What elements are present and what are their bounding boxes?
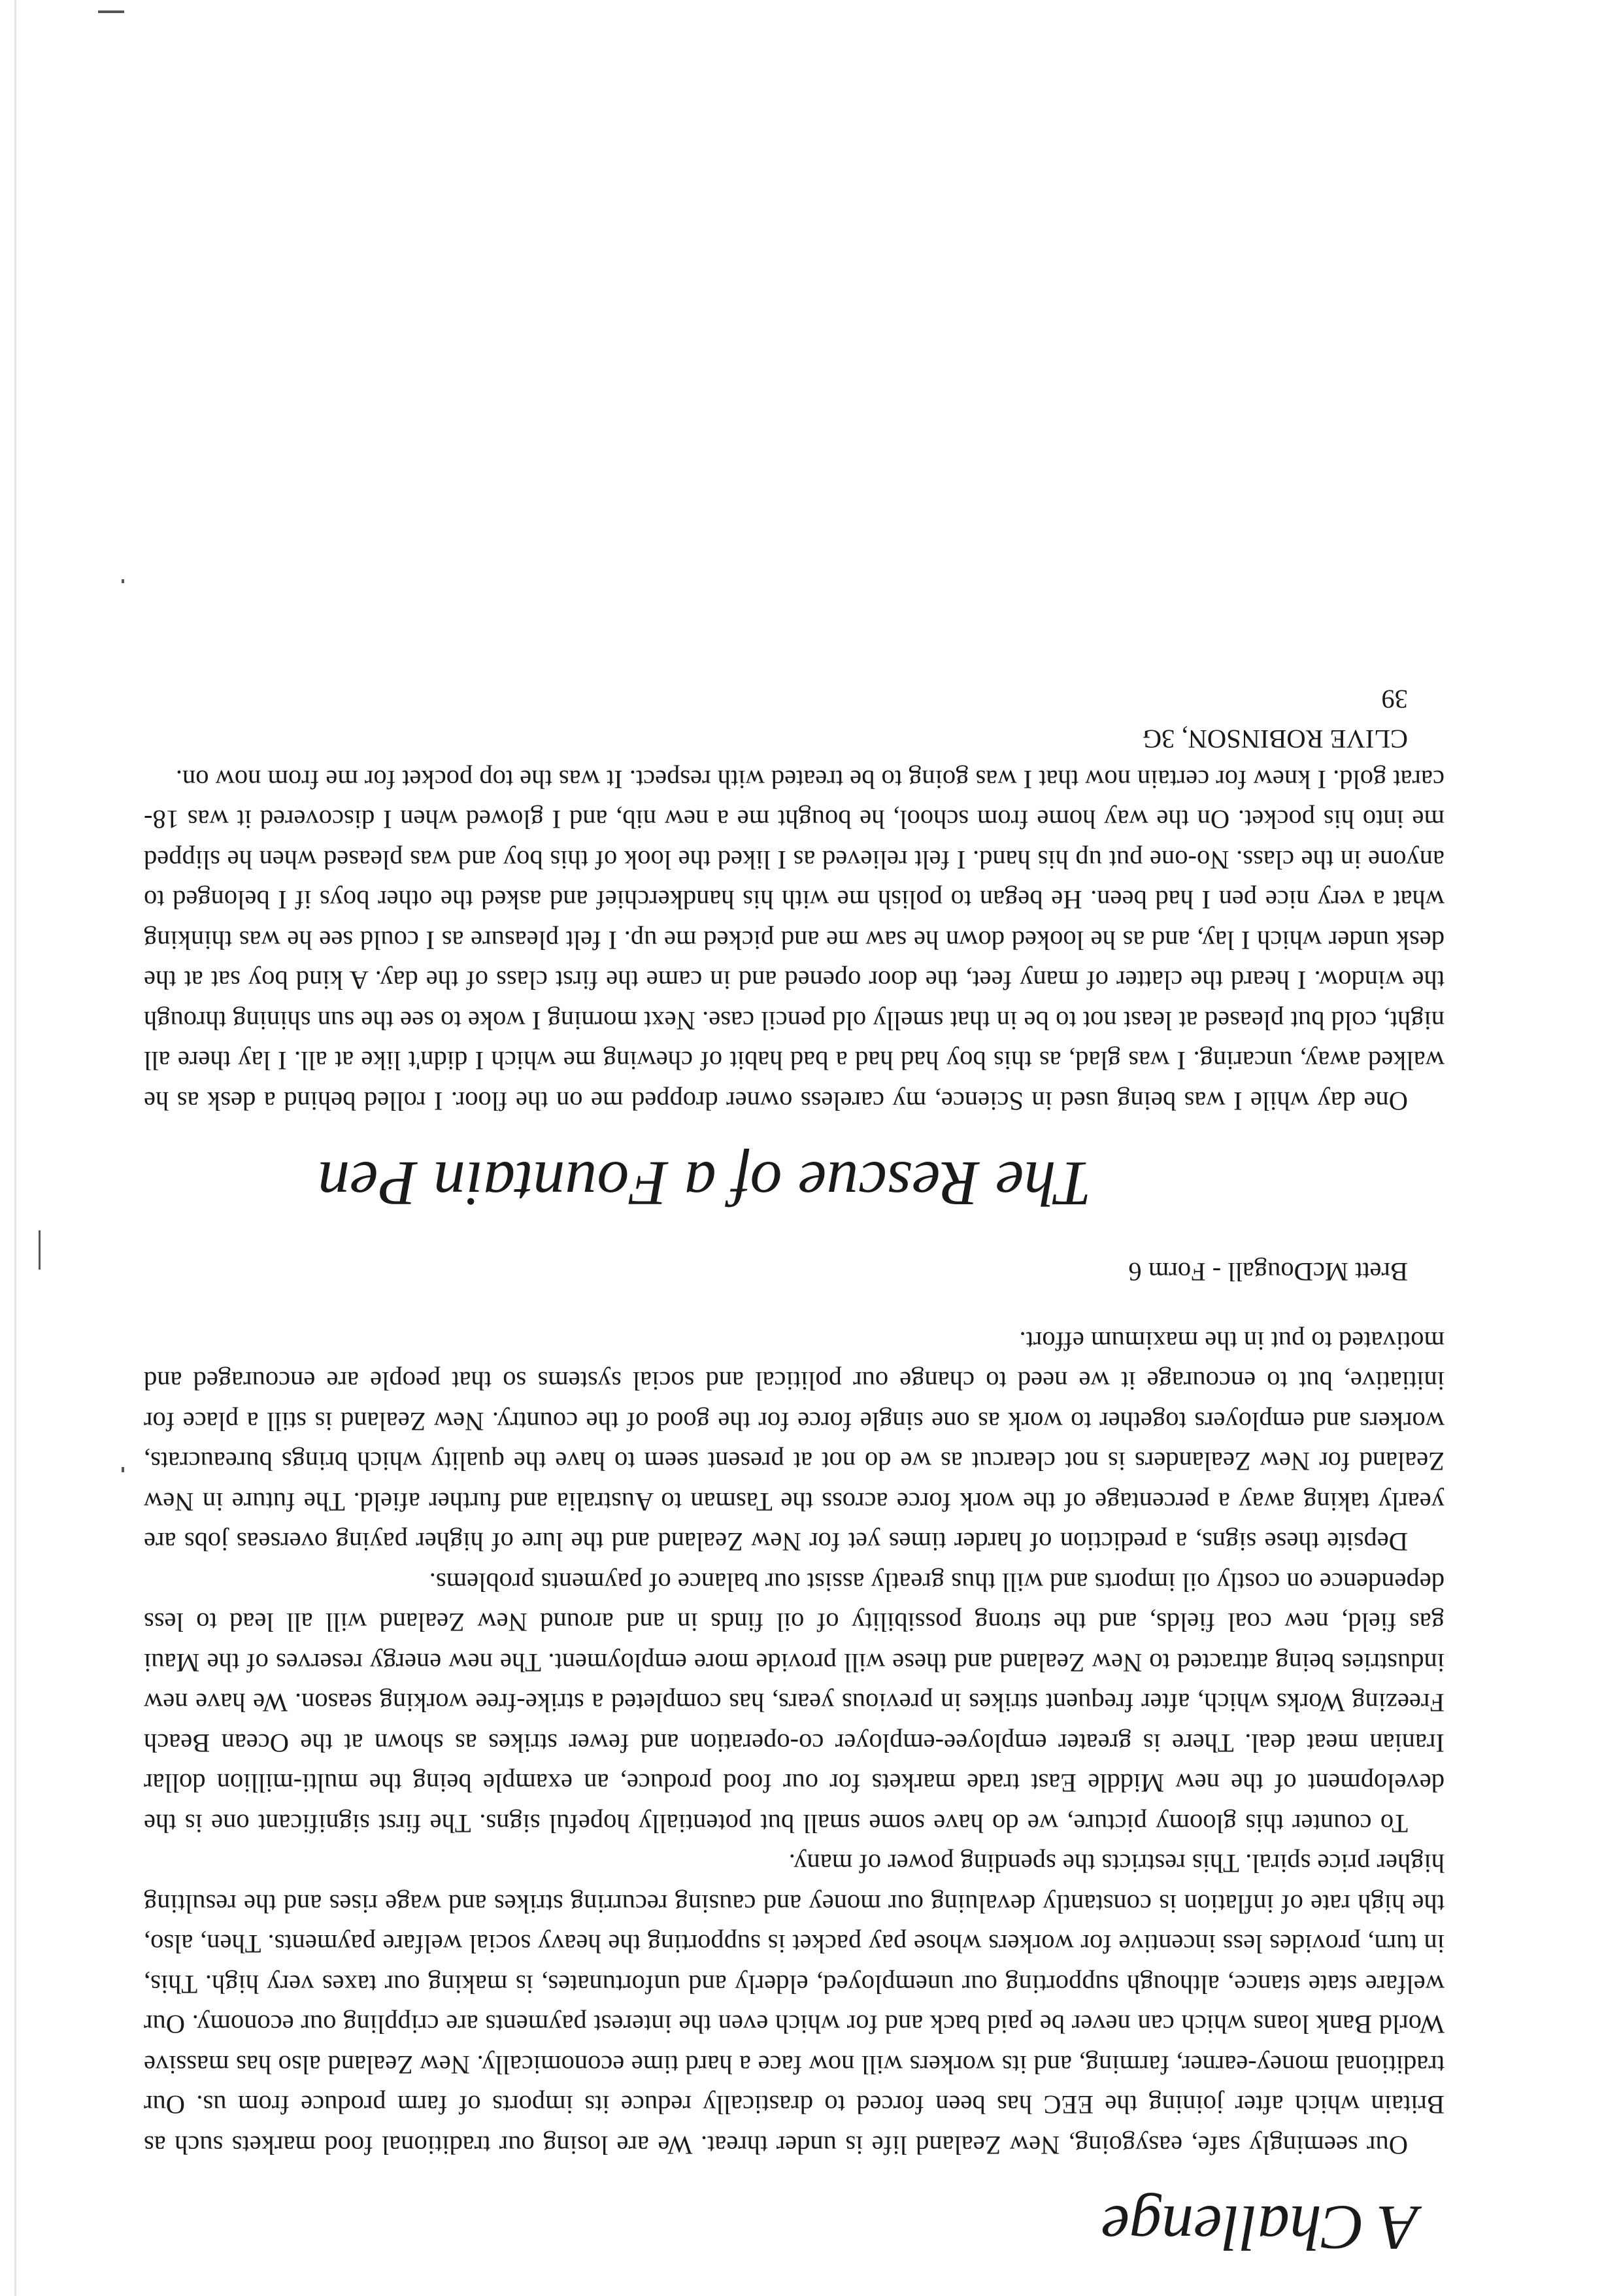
scan-speck — [39, 1230, 41, 1270]
article-title-challenge: A Challenge — [1101, 2192, 1418, 2263]
article-paragraph: Our seemingly safe, easygoing, New Zealand life is under threat. We are losing our traditional food markets such as Britain which after joining the EEC has been forced to drastically reduce its imports of farm produce from us. Our traditional money-earner, farming, and its workers will now face a hard time economically. New Zealand also has massive World Bank loans which can never be paid back and for which even the interest payments are crippling our economy. Our welfare state stance, although supporting our unemployed, elderly and unfortunates, is making our taxes very high. This, in turn, provides less incentive for workers whose pay packet is supporting the heavy social welfare payments. Then, also, the high rate of inflation is constantly devaluing our money and causing recurring strikes and wage rises and the resulting higher price spiral. This restricts the spending power of many. — [144, 1849, 1445, 2160]
article-author-fountain-pen: CLIVE ROBINSON, 3G — [1142, 724, 1408, 754]
scan-speck — [122, 579, 124, 583]
article-paragraph: Depsite these signs, a prediction of harder times yet for New Zealand and the lure of higher paying overseas jobs are yearly taking away a percentage of the work force across the Tasman to Australia and further afield. The future in New Zealand for New Zealanders is not clearcut as we do not at present seem to have the quality which brings bureaucrats, workers and employers together to work as one single force for the good of the country. New Zealand is still a place for initiative, but to encourage it we need to change our political and social systems so that people are encouraged and motivated to put in the maximum effort. — [144, 1326, 1445, 1557]
article-title-fountain-pen: The Rescue of a Fountain Pen — [318, 1148, 1092, 1219]
scan-speck — [98, 10, 124, 13]
article-author-challenge: Brett McDougall - Form 6 — [1128, 1257, 1408, 1287]
scan-speck — [122, 1467, 124, 1472]
page-number: 39 — [1381, 684, 1408, 714]
article-paragraph: One day while I was being used in Science, my careless owner dropped me on the floor. I rolled behind a desk as he walked away, uncaring. I was glad, as this boy had had a bad habit of chewing me which I didn't like at all. I lay there all night, cold but pleased at least not to be in that smelly old pencil case. Next morning I woke to see the sun shining through the window. I heard the clatter of many feet, the door opened and in came the first class of the day. A kind boy sat at the desk under which I lay, and as he looked down he saw me and picked me up. I felt pleasure as I could see he was thinking what a very nice pen I had been. He began to polish me with his handkerchief and asked the other boys if I belonged to anyone in the class. No-one put up his hand. I felt relieved as I liked the look of this boy and was pleased when he slipped me into his pocket. On the way home from school, he bought me a new nib, and I glowed when I discovered it was 18-carat gold. I knew for certain now that I was going to be treated with respect. It was the top pocket for me from now on. — [144, 765, 1445, 1116]
page-content — [144, 679, 1445, 2264]
scan-edge-line — [14, 0, 16, 2296]
article-paragraph: To counter this gloomy picture, we do have some small but potentially hopeful signs. The first significant one is the development of the new Middle East trade markets for our food produce, an example being the multi-million dollar Iranian meat deal. There is greater employee-employer co-operation and fewer strikes as shown at the Ocean Beach Freezing Works which, after frequent strikes in previous years, has completed a strike-free working season. We have new industries being attracted to New Zealand and these will provide more employment. The new energy reserves of the Maui gas field, new coal fields, and the strong possibility of oil finds in and around New Zealand will all lead to less dependence on costly oil imports and will thus greatly assist our balance of payments problems. — [144, 1568, 1445, 1838]
